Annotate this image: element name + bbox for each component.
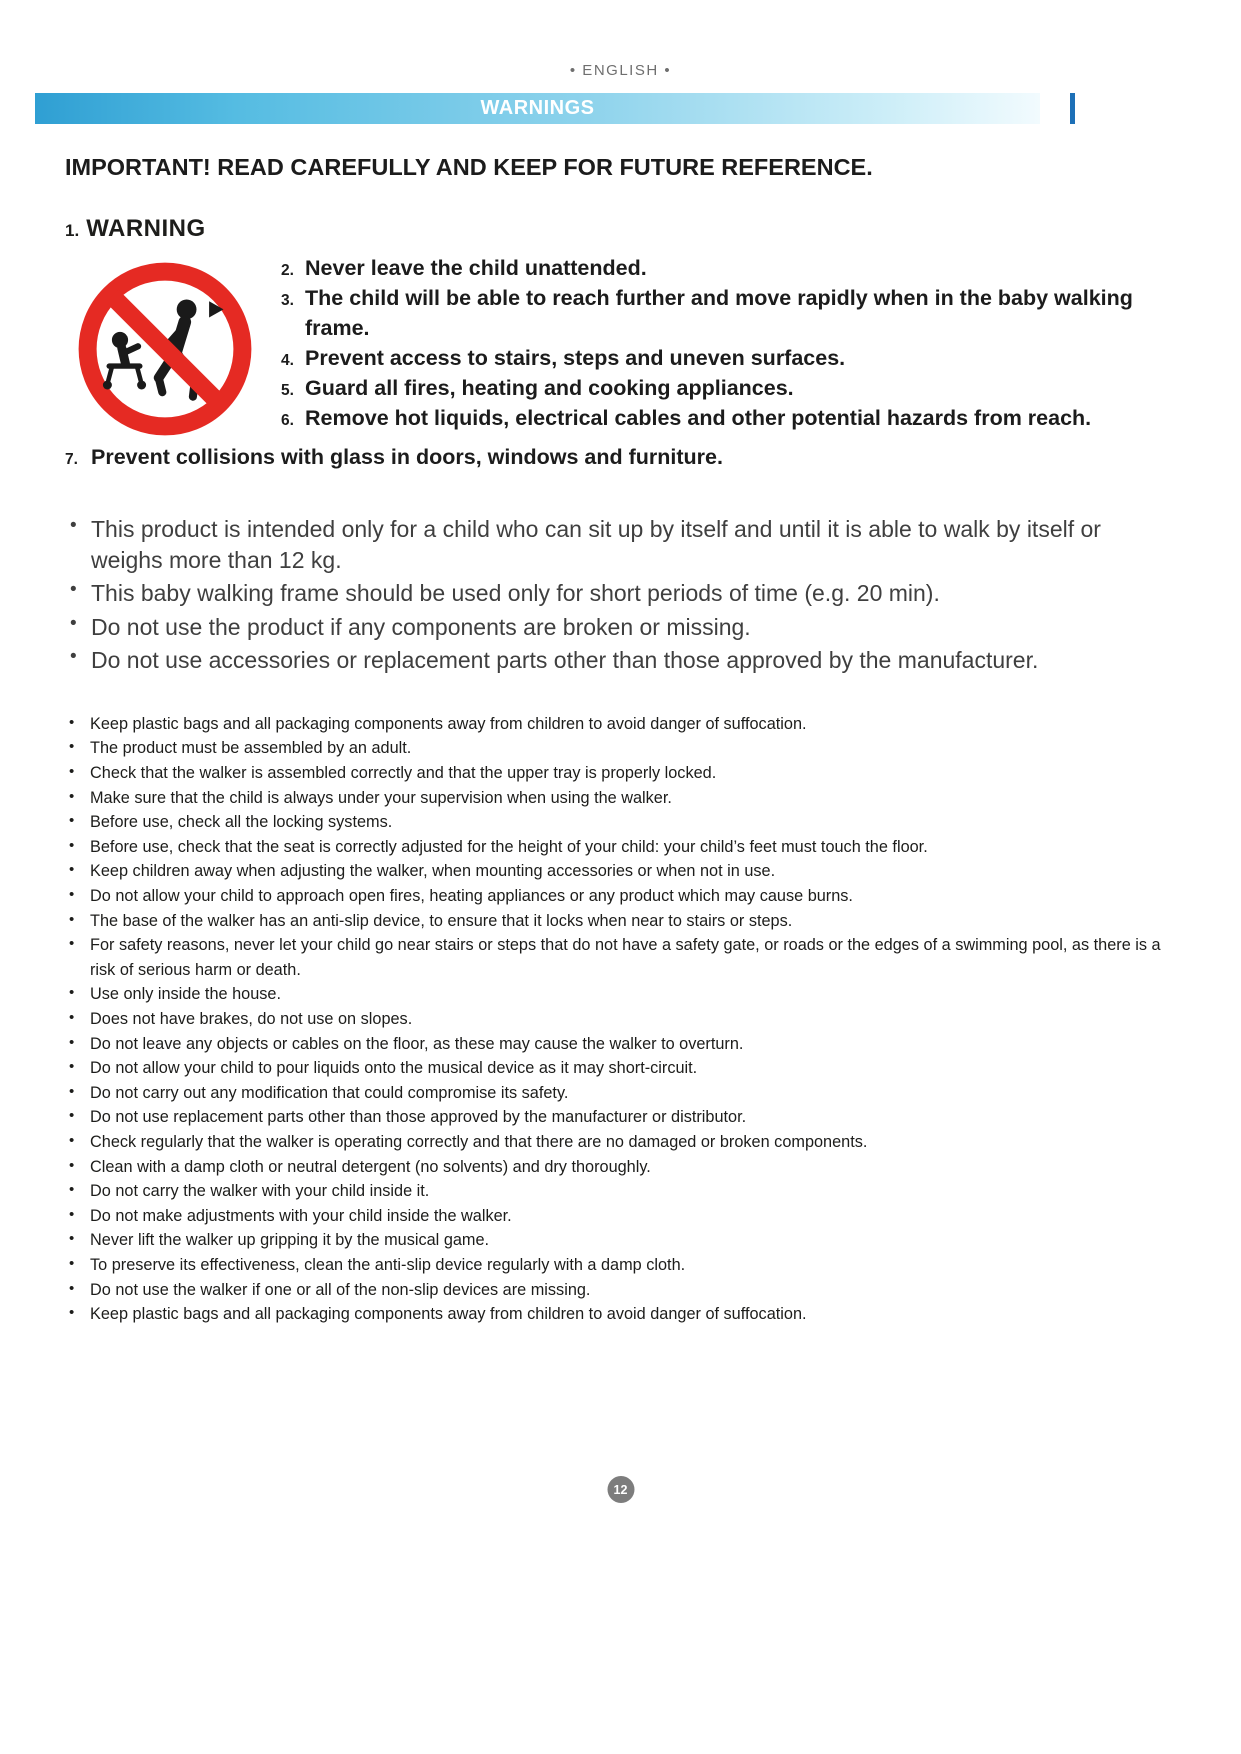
primary-bullet-item: • Do not use the product if any components are broken or missing.: [65, 612, 1176, 643]
warning-1-number: 1.: [65, 221, 80, 240]
secondary-bullet-item: • Keep plastic bags and all packaging components away from children to avoid danger of suffocation.: [65, 712, 1176, 737]
numbered-warning-item: [281, 373, 1176, 403]
language-label: • ENGLISH •: [569, 62, 672, 79]
secondary-bullet-item: • Check that the walker is assembled correctly and that the upper tray is properly locked.: [65, 761, 1176, 786]
secondary-bullet-item: • Do not use the walker if one or all of the non-slip devices are missing.: [65, 1278, 1176, 1303]
primary-bullet-list: [65, 514, 1176, 676]
secondary-bullet-item: • Do not carry out any modification that could compromise its safety.: [65, 1081, 1176, 1106]
warning-number: 6.: [281, 412, 294, 430]
warning-number: 5.: [281, 382, 294, 400]
warning-text: Never leave the child unattended.: [305, 256, 647, 280]
secondary-bullet-item: • Do not use replacement parts other than those approved by the manufacturer or distributor.: [65, 1105, 1176, 1130]
warning-text: Remove hot liquids, electrical cables and other potential hazards from reach.: [305, 406, 1092, 431]
warning-1-label: WARNING: [86, 215, 206, 242]
secondary-bullet-item: • Keep children away when adjusting the walker, when mounting accessories or when not in use.: [65, 859, 1176, 884]
warning-number: 2.: [281, 262, 294, 279]
secondary-bullet-item: • Keep plastic bags and all packaging components away from children to avoid danger of suffocation.: [65, 1302, 1176, 1327]
warning-text: Prevent access to stairs, steps and uneven surfaces.: [305, 346, 846, 371]
secondary-bullet-item: • Do not allow your child to approach open fires, heating appliances or any product which may cause burns.: [65, 884, 1176, 909]
numbered-warning-item-7: [65, 445, 1176, 470]
banner-bar: [35, 93, 1040, 124]
no-baby-walker-prohibition-icon: [75, 259, 255, 439]
secondary-bullet-item: • Do not allow your child to pour liquids onto the musical device as it may short-circuit.: [65, 1056, 1176, 1081]
secondary-bullet-item: • Before use, check that the seat is correctly adjusted for the height of your child: your child’s feet must touch the floor.: [65, 835, 1176, 860]
secondary-bullet-item: • For safety reasons, never let your child go near stairs or steps that do not have a safety gate, or roads or the edges of a swimming pool, as there is a risk of serious harm or death.: [65, 933, 1176, 982]
page-number-badge: 12: [607, 1476, 634, 1503]
secondary-bullet-item: • Do not make adjustments with your child inside the walker.: [65, 1204, 1176, 1229]
secondary-bullet-item: • The base of the walker has an anti-slip device, to ensure that it locks when near to stairs or steps.: [65, 909, 1176, 934]
important-title: IMPORTANT! READ CAREFULLY AND KEEP FOR FUTURE REFERENCE.: [65, 154, 873, 180]
secondary-bullet-item: • Clean with a damp cloth or neutral detergent (no solvents) and dry thoroughly.: [65, 1155, 1176, 1180]
secondary-bullet-list: [65, 712, 1176, 1327]
numbered-warning-item: [281, 403, 1176, 433]
page-content: [65, 154, 1176, 1327]
numbered-warnings-list: [281, 253, 1176, 434]
secondary-bullet-item: • To preserve its effectiveness, clean the anti-slip device regularly with a damp cloth.: [65, 1253, 1176, 1278]
warning-number: 3.: [281, 292, 294, 310]
warning-text: Guard all fires, heating and cooking appliances.: [305, 376, 794, 401]
banner-title: WARNINGS: [480, 97, 595, 119]
warning-icon-row: [65, 253, 1176, 439]
warning-number: 7.: [65, 451, 78, 468]
warning-text: Prevent collisions with glass in doors, windows and furniture.: [91, 445, 723, 469]
numbered-warning-item: [281, 343, 1176, 373]
primary-bullet-item: • This product is intended only for a child who can sit up by itself and until it is able to walk by itself or weighs more than 12 kg.: [65, 514, 1176, 575]
primary-bullet-item: • This baby walking frame should be used only for short periods of time (e.g. 20 min).: [65, 578, 1176, 609]
warning-1-heading: [65, 215, 1176, 243]
banner-tick: [1070, 93, 1075, 124]
secondary-bullet-item: • Does not have brakes, do not use on slopes.: [65, 1007, 1176, 1032]
secondary-bullet-item: • Before use, check all the locking systems.: [65, 810, 1176, 835]
warnings-banner: [35, 93, 1206, 124]
secondary-bullet-item: • Check regularly that the walker is operating correctly and that there are no damaged or broken components.: [65, 1130, 1176, 1155]
secondary-bullet-item: • Use only inside the house.: [65, 982, 1176, 1007]
primary-bullet-item: • Do not use accessories or replacement parts other than those approved by the manufacturer.: [65, 645, 1176, 676]
secondary-bullet-item: • Do not leave any objects or cables on the floor, as these may cause the walker to overturn.: [65, 1032, 1176, 1057]
secondary-bullet-item: • Never lift the walker up gripping it by the musical game.: [65, 1228, 1176, 1253]
warning-number: 4.: [281, 352, 294, 370]
secondary-bullet-item: • The product must be assembled by an adult.: [65, 736, 1176, 761]
secondary-bullet-item: • Do not carry the walker with your child inside it.: [65, 1179, 1176, 1204]
warning-text: The child will be able to reach further and move rapidly when in the baby walking frame.: [305, 286, 1133, 341]
numbered-warning-item: [281, 253, 1176, 283]
secondary-bullet-item: • Make sure that the child is always under your supervision when using the walker.: [65, 786, 1176, 811]
numbered-warning-item: [281, 283, 1176, 343]
